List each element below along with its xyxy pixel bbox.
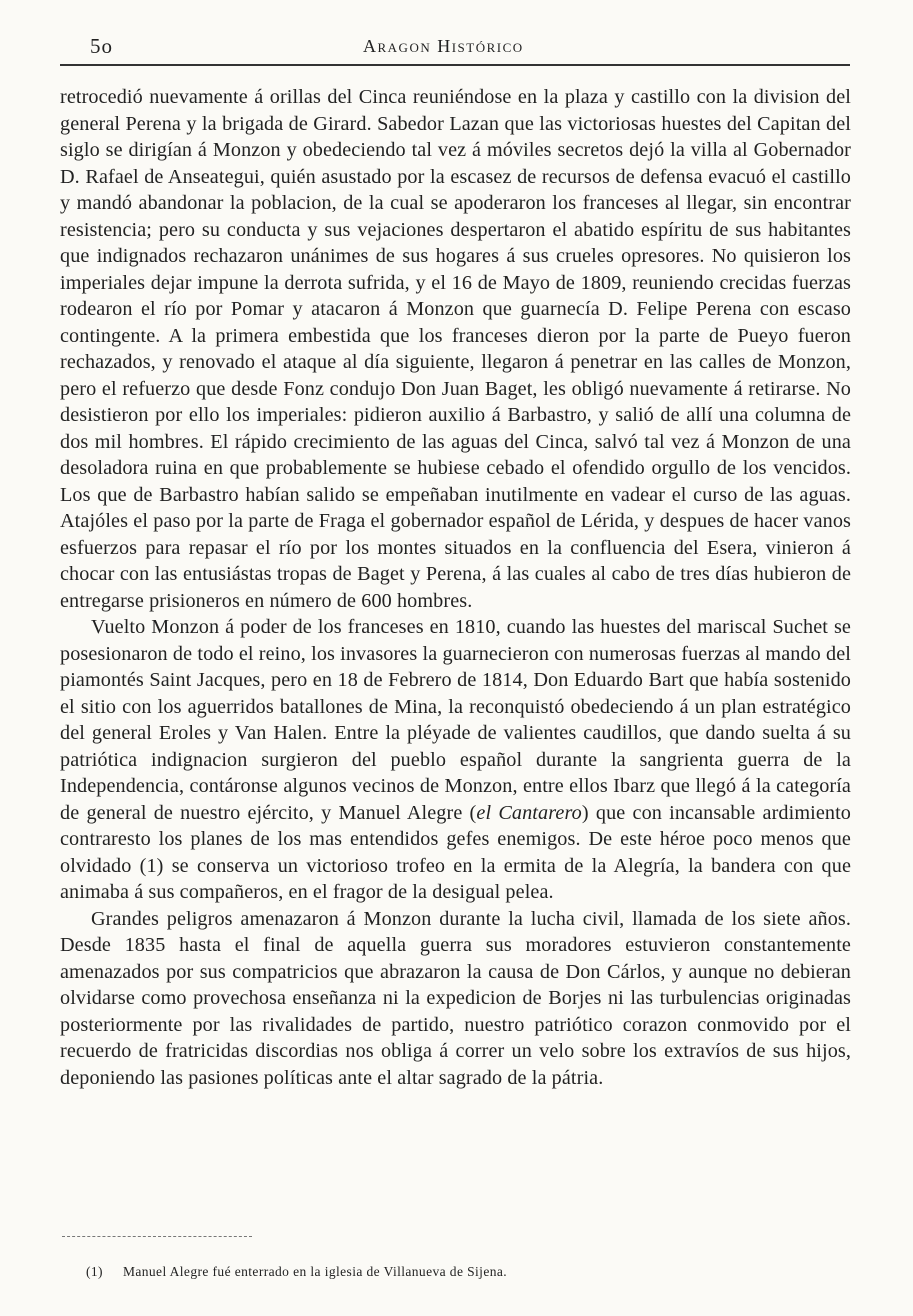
paragraph-1: retrocedió nuevamente á orillas del Cinca reuniéndose en la plaza y castillo con la division del general Perena y la brigada de Girard. Sabedor Lazan que las victoriosas huestes del Capitan del siglo se dirigían á Monzon y obedeciendo tal vez á móviles secretos dejó la villa al Gobernador D. Rafael de Anseategui, quién asustado por la escasez de recursos de defensa evacuó el castillo y mandó abandonar la poblacion, de la cual se apoderaron los franceses al llegar, sin encontrar resistencia; pero su conducta y sus vejaciones despertaron el abatido espíritu de sus habitantes que indignados rechazaron unánimes de sus hogares á sus crueles opresores. No quisieron los imperiales dejar impune la derrota sufrida, y el 16 de Mayo de 1809, reuniendo crecidas fuerzas rodearon el río por Pomar y atacaron á Monzon que guarnecía D. Felipe Perena con escaso contingente. A la primera embestida que los franceses dieron por la parte de Pueyo fueron rechazados, y renovado el ataque al día siguiente, llegaron á penetrar en las calles de Monzon, pero el refuerzo que desde Fonz condujo Don Juan Baget, les obligó nuevamente á retirarse. No desistieron por ello los imperiales: pidieron auxilio á Barbastro, y salió de allí una columna de dos mil hombres. El rápido crecimiento de las aguas del Cinca, salvó tal vez á Monzon de una desoladora ruina en que probablemente se hubiese cebado el ofendido orgullo de los vencidos. Los que de Barbastro habían salido se empeñaban inutilmente en vadear el curso de las aguas. Atajóles el paso por la parte de Fraga el gobernador español de Lérida, y despues de hacer vanos esfuerzos para repasar el río por los montes situados en la confluencia del Esera, vinieron á chocar con las entusiástas tropas de Baget y Perena, á las cuales al cabo de tres días hubieron de entregarse prisioneros en número de 600 hombres. — [60, 86, 851, 612]
footnote — [86, 1264, 507, 1280]
header-rule — [60, 64, 850, 66]
paragraph-2-text-b: ) que con incansable ardimiento contraresto los planes de los mas entendidos gefes enemigos. De este héroe poco menos que olvidado (1) se conserva un victorioso trofeo en la ermita de la Alegría, la bandera con que animaba á sus compañeros, en el fragor de la desigual pelea. — [60, 801, 851, 903]
paragraph-3: Grandes peligros amenazaron á Monzon durante la lucha civil, llamada de los siete años. Desde 1835 hasta el final de aquella guerra sus moradores estuvieron constantemente amenazados por sus compatricios que abrazaron la causa de Don Cárlos, y aunque no debieran olvidarse como provechosa enseñanza ni la expedicion de Borjes ni las turbulencias originadas posteriormente por las rivalidades de partido, nuestro patriótico corazon conmovido por el recuerdo de fratricidas discordias nos obliga á correr un velo sobre los extravíos de sus hijos, deponiendo las pasiones políticas ante el altar sagrado de la pátria. — [60, 907, 851, 1089]
footnote-text: Manuel Alegre fué enterrado en la iglesia de Villanueva de Sijena. — [122, 1264, 508, 1279]
page-header — [88, 34, 848, 64]
body-text — [60, 84, 851, 1091]
footnote-mark: (1) — [86, 1264, 103, 1279]
footnote-rule — [62, 1236, 252, 1237]
paragraph-2 — [60, 614, 851, 906]
paragraph-2-text-a: Vuelto Monzon á poder de los franceses en 1810, cuando las huestes del mariscal Suchet se posesionaron de todo el reino, los invasores la guarnecieron con numerosas fuerzas al mando del piamontés Saint Jacques, pero en 18 de Febrero de 1814, Don Eduardo Bart que había sostenido el sitio con los aguerridos batallones de Mina, la reconquistó obedeciendo á un plan estratégico del general Eroles y Van Halen. Entre la pléyade de valientes caudillos, que dando suelta á su patriótica indignacion surgieron del pueblo español durante la sangrienta guerra de la Independencia, contáronse algunos vecinos de Monzon, entre ellos Ibarz que llegó á la categoría de general de nuestro ejército, y Manuel Alegre ( — [60, 616, 851, 824]
paragraph-2-italic: el Cantarero — [476, 801, 582, 824]
running-title: Aragon Histórico — [363, 36, 524, 56]
page-number: 5o — [90, 34, 113, 58]
